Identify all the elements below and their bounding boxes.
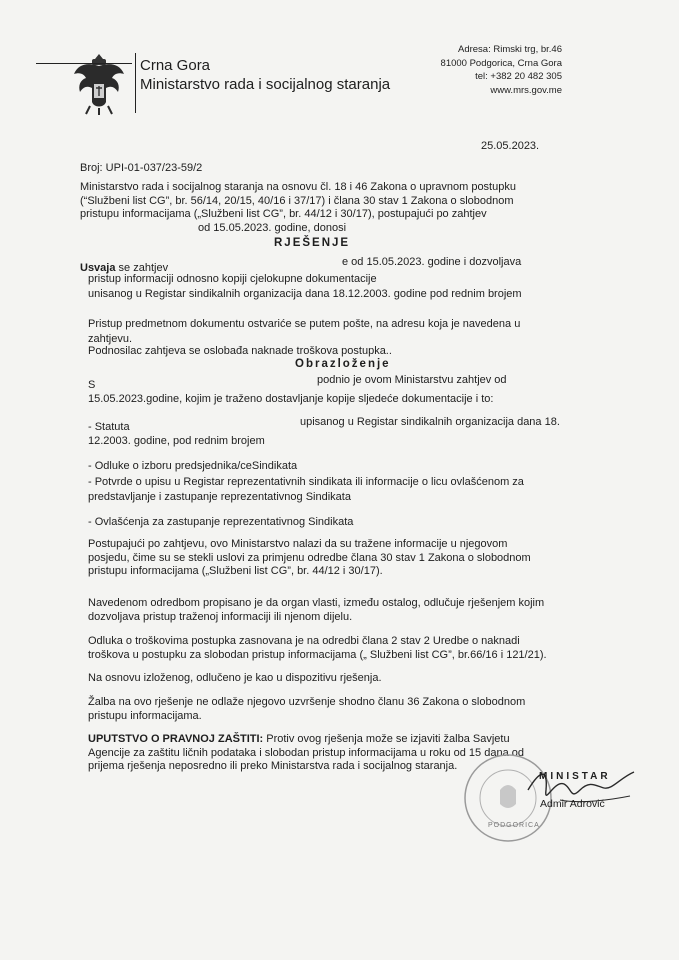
reasoning-line: 15.05.2023.godine, kojim je traženo dostavljanje kopije sljedeće dokumentacije i to: bbox=[88, 393, 494, 405]
reasoning-paragraph bbox=[88, 597, 544, 624]
text-line: Žalba na ovo rješenje ne odlaže njegovo uzvršenje shodno članu 36 Zakona o slobodnom bbox=[88, 696, 526, 708]
decision-line: unisanog u Registar sindikalnih organizacija dana 18.12.2003. godine pod rednim brojem bbox=[88, 288, 522, 300]
legal-remedy-paragraph bbox=[88, 733, 524, 774]
website-link: www.mrs.gov.me bbox=[490, 84, 562, 96]
reasoning-paragraph bbox=[88, 538, 531, 579]
list-item: - Odluke o izboru predsjednika/ceSindikata bbox=[88, 460, 298, 472]
decision-title: RJEŠENJE bbox=[274, 237, 351, 249]
reasoning-title: Obrazloženje bbox=[295, 358, 391, 370]
decision-line: Podnosilac zahtjeva se oslobađa naknade troškova postupka.. bbox=[88, 345, 392, 357]
list-item: - Statuta bbox=[88, 421, 130, 433]
decision-line: Pristup predmetnom dokumentu ostvariće se putem pošte, na adresu koja je navedena u bbox=[88, 318, 521, 330]
list-item: - Potvrde o upisu u Registar reprezentativnih sindikata ili informacije o licu ovlašćenom za bbox=[88, 476, 524, 488]
signatory-role: MINISTAR bbox=[539, 771, 611, 782]
reasoning-paragraph: Na osnovu izloženog, odlučeno je kao u dispozitivu rješenja. bbox=[88, 672, 382, 684]
text-line: Ministarstvo rada i socijalnog staranja na osnovu čl. 18 i 46 Zakona o upravnom postupku bbox=[80, 181, 516, 193]
text-line: Postupajući po zahtjevu, ovo Ministarstvo nalazi da su tražene informacije u njegovom bbox=[88, 538, 508, 550]
text-line: posjedu, čime su se stekli uslovi za primjenu odredbe člana 30 stav 1 Zakona o slobodnom bbox=[88, 551, 531, 564]
text-line: pristupu informacijama („Službeni list CG”, br. 44/12 i 30/17). bbox=[88, 565, 383, 578]
header-rule bbox=[36, 63, 132, 64]
decision-verb: Usvaja bbox=[80, 262, 116, 274]
text-line: troškova u postupku za slobodan pristup informacijama („ Službeni list CG”, br.66/16 i 121/21). bbox=[88, 648, 547, 661]
address-line: Adresa: Rimski trg, br.46 bbox=[457, 44, 562, 55]
decision-line: pristup informaciji odnosno kopiji cjelokupne dokumentacije bbox=[88, 273, 377, 285]
signatory-name: Admir Adrović bbox=[540, 798, 605, 810]
text-line: pristupu informacijama. bbox=[88, 709, 202, 722]
text-line: od 15.05.2023. godine, donosi bbox=[198, 221, 347, 234]
reasoning-line: S bbox=[88, 379, 96, 391]
legal-remedy-heading: UPUTSTVO O PRAVNOJ ZAŠTITI: bbox=[88, 733, 264, 745]
text-line: Navedenom odredbom propisano je da organ vlasti, između ostalog, odlučuje rješenjem kojim bbox=[88, 597, 545, 609]
header-divider bbox=[135, 53, 136, 113]
ministry-name: Ministarstvo rada i socijalnog staranja bbox=[140, 76, 391, 93]
address-block bbox=[441, 43, 562, 97]
text-line bbox=[88, 733, 524, 747]
list-item: upisanog u Registar sindikalnih organizacija dana 18. bbox=[300, 416, 560, 428]
text-line: dozvoljava pristup traženoj informaciji ili njenom dijelu. bbox=[88, 610, 353, 623]
document-date: 25.05.2023. bbox=[481, 140, 540, 152]
document-number: Broj: UPI-01-037/23-59/2 bbox=[80, 162, 203, 174]
seal-city: PODGORICA bbox=[488, 822, 540, 829]
decision-line: e od 15.05.2023. godine i dozvoljava bbox=[342, 256, 522, 268]
reasoning-paragraph bbox=[88, 635, 547, 662]
list-item: 12.2003. godine, pod rednim brojem bbox=[88, 435, 265, 447]
country-name: Crna Gora bbox=[140, 57, 211, 74]
text-span: Protiv ovog rješenja može se izjaviti žalba Savjetu bbox=[263, 733, 510, 745]
address-line: 81000 Podgorica, Crna Gora bbox=[440, 57, 562, 69]
text-line: pristupu informacijama („Službeni list CG”, br. 44/12 i 30/17), postupajući po zahtjev bbox=[80, 208, 487, 221]
text-line: (“Službeni list CG”, br. 56/14, 20/15, 40/16 i 37/17) i člana 30 stav 1 Zakona o slobodnom bbox=[80, 194, 514, 207]
text-span: se zahtjev bbox=[115, 262, 169, 274]
address-line: tel: +382 20 482 305 bbox=[475, 71, 562, 82]
list-item: - Ovlašćenja za zastupanje reprezentativnog Sindikata bbox=[88, 516, 354, 528]
text-line: prijema rješenja neposredno ili preko Ministarstva rada i socijalnog staranja. bbox=[88, 760, 458, 773]
reasoning-paragraph bbox=[88, 696, 525, 723]
coat-of-arms-icon bbox=[70, 50, 128, 116]
text-line: Odluka o troškovima postupka zasnovana je na odredbi člana 2 stav 2 Uredbe o naknadi bbox=[88, 635, 520, 647]
reasoning-line: podnio je ovom Ministarstvu zahtjev od bbox=[317, 374, 507, 386]
intro-paragraph bbox=[80, 181, 516, 235]
text-line: Agencije za zaštitu ličnih podataka i slobodan pristup informacijama u roku od 15 dana od bbox=[88, 746, 524, 759]
list-item: predstavljanje i zastupanje reprezentativnog Sindikata bbox=[88, 491, 351, 503]
decision-line: zahtjevu. bbox=[88, 333, 133, 345]
